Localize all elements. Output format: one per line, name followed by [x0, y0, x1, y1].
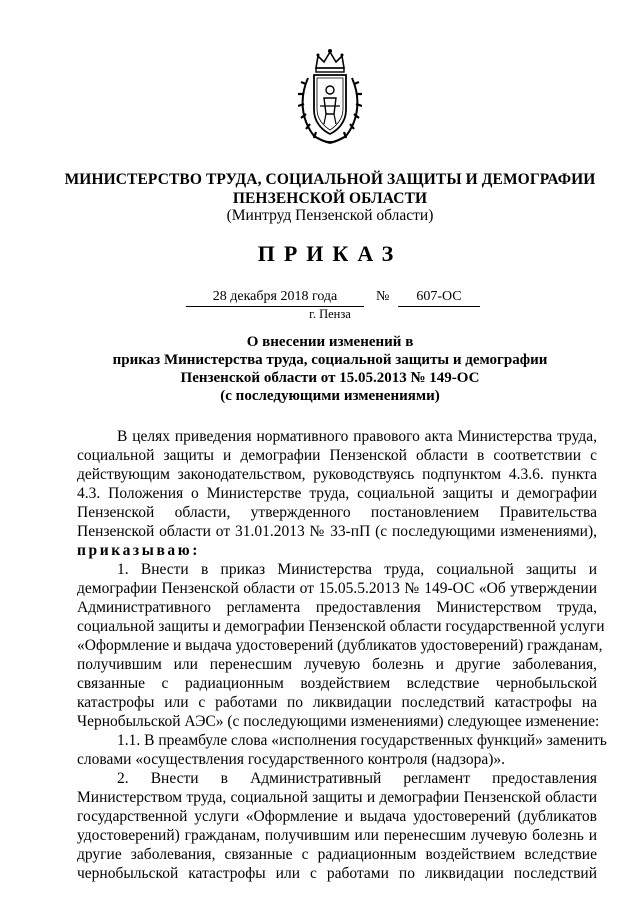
body-text-line: Пензенской области от 31.01.2013 № 33-пП (с последующими изменениями), [77, 523, 597, 540]
body-text-line: социальной защиты и демографии Пензенской области государственной услуги [77, 618, 605, 635]
body-text-line: Чернобыльской АЭС» (с последующими изменениями) следующее изменение: [77, 713, 600, 730]
body-text-line: катастрофы или с работами по ликвидации последствий катастрофы на [77, 694, 597, 711]
body-text-line: чернобыльской катастрофы или с работами по ликвидации последствий [77, 865, 597, 882]
body-text-line: другие заболевания, связанные с радиационным воздействием вследствие [77, 846, 597, 863]
body-text-line: государственной услуги «Оформление и выдача удостоверений (дубликатов [77, 808, 597, 825]
document-city: г. Пенза [309, 307, 351, 321]
order-word: приказываю: [77, 542, 200, 559]
body-text-line: удостоверений) гражданам, получившим или перенесшим лучевую болезнь и [77, 827, 597, 844]
body-text-line: Административного регламента предоставления Министерством труда, [77, 599, 597, 616]
body-text-line: демографии Пензенской области от 15.05.5.2013 № 149-ОС «Об утверждении [77, 580, 597, 597]
ministry-short-name: (Минтруд Пензенской области) [226, 207, 434, 224]
document-type-title: ПРИКАЗ [257, 241, 403, 266]
subject-line: О внесении изменений в [246, 334, 414, 350]
subject-line: Пензенской области от 15.05.2013 № 149-ОС [180, 370, 480, 386]
body-text-line: 4.3. Положения о Министерстве труда, социальной защиты и демографии [77, 485, 597, 502]
body-text-line: словами «осуществления государственного контроля (надзора)». [77, 751, 505, 768]
body-text-line: 2. Внести в Административный регламент предоставления [117, 770, 597, 787]
body-text-line: получившим или перенесшим лучевую болезнь и другие заболевания, [77, 656, 597, 673]
body-text-line: В целях приведения нормативного правового акта Министерства труда, [117, 428, 597, 445]
document-number: 607-ОС [398, 288, 480, 307]
body-text-line: 1.1. В преамбуле слова «исполнения государственных функций» заменить [117, 732, 607, 749]
subject-line: приказ Министерства труда, социальной защиты и демографии [112, 352, 548, 368]
body-text-line: действующим законодательством, руководствуясь подпунктом 4.3.6. пункта [77, 466, 597, 483]
body-text-line: «Оформление и выдача удостоверений (дубликатов удостоверений) гражданам, [77, 637, 603, 654]
ministry-name-line1: МИНИСТЕРСТВО ТРУДА, СОЦИАЛЬНОЙ ЗАЩИТЫ И ДЕМОГРАФИИ [64, 171, 596, 188]
body-text-line: социальной защиты и демографии Пензенской области в соответствии с [77, 447, 597, 464]
penza-coat-of-arms-icon [298, 48, 362, 146]
body-text-line: Министерством труда, социальной защиты и демографии Пензенской области [77, 789, 597, 806]
subject-line: (с последующими изменениями) [220, 388, 440, 404]
body-text-line: связанные с радиационным воздействием вследствие чернобыльской [77, 675, 597, 692]
ministry-name-line2: ПЕНЗЕНСКОЙ ОБЛАСТИ [232, 190, 428, 207]
document-date: 28 декабря 2018 года [186, 288, 364, 307]
number-sign: № [376, 289, 390, 304]
body-text-line: 1. Внести в приказ Министерства труда, социальной защиты и [117, 561, 597, 578]
body-text-line: Пензенской области, утвержденного постановлением Правительства [77, 504, 597, 521]
